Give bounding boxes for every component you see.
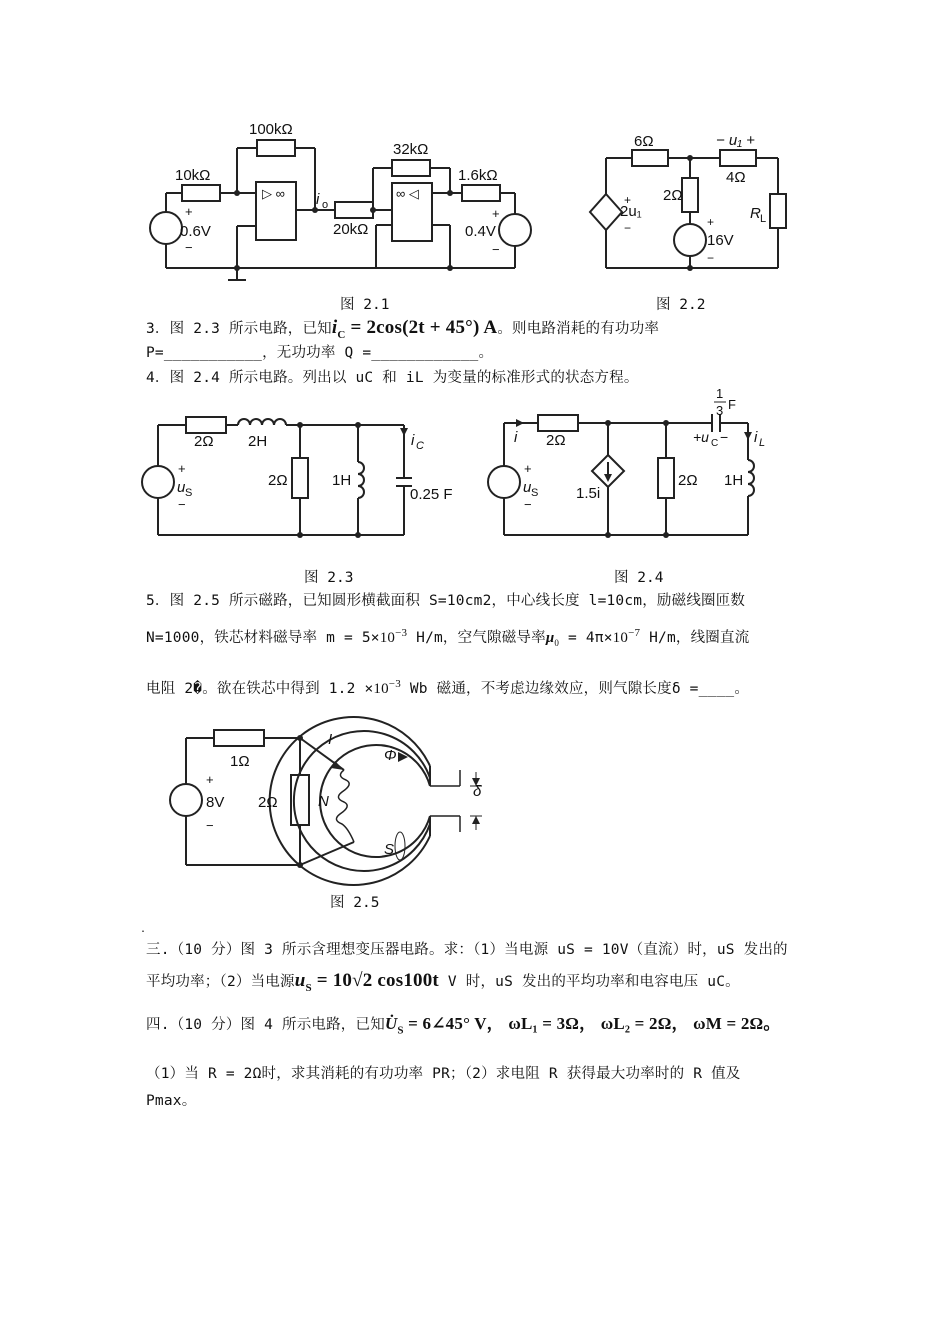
fig21-r-in: 10kΩ (175, 167, 211, 184)
question-4: 4．图 2.4 所示电路。列出以 uC 和 iL 为变量的标准形式的状态方程。 (146, 370, 639, 386)
svg-text:−: − (624, 221, 632, 235)
svg-text:S: S (185, 487, 193, 499)
svg-text:+: + (524, 461, 532, 476)
svg-text:C: C (416, 440, 424, 452)
fig22-v-src: 16V (707, 232, 734, 249)
question-5-line1: 5．图 2.5 所示磁路，已知圆形横截面积 S=10cm2，中心线长度 l=10cm，励磁线圈匝数 (146, 593, 746, 609)
svg-text:−: − (720, 429, 729, 445)
caption-fig-2-5: 图 2.5 (330, 895, 380, 911)
fig23-l1: 2H (248, 433, 268, 450)
svg-text:L: L (760, 213, 767, 225)
fig21-r-fb2: 32kΩ (393, 141, 429, 158)
svg-text:+: + (492, 206, 500, 221)
caption-fig-2-3: 图 2.3 (304, 570, 354, 586)
fig24-uc: +u (693, 429, 709, 445)
svg-text:−: − (178, 497, 186, 512)
section-3-line2: 平均功率；（2）当电源$u_S = 10√2$ cos100t V 时，uS 发出的平均功率和电容电压 uC。 (146, 970, 740, 994)
fig25-r2: 2Ω (258, 794, 278, 811)
svg-text:−: − (707, 251, 715, 265)
fig25-r1: 1Ω (230, 753, 250, 770)
svg-text:+: + (178, 461, 186, 476)
fig22-r1: 6Ω (634, 133, 654, 150)
svg-text:+: + (185, 204, 193, 219)
fig21-v-out: 0.4V (465, 223, 496, 240)
fig24-c-unit: F (728, 397, 736, 412)
section-4-line1: 四.（10 分）图 4 所示电路，已知$U̇_S$ = 6∠45° V， ωL₁ = 3Ω， ωL₂ = 2Ω， ωM = 2Ω。 (146, 1014, 781, 1037)
question-5-line2: N=1000，铁芯材料磁导率 $m = 5\times 10^{-3}$ H/m，空气隙磁导率$\mu_0 = 4\pi\times 10^{-7}$ H/m，线圈直流 (146, 627, 750, 648)
fig22-r2: 2Ω (663, 187, 683, 204)
fig21-v-in: 0.6V (180, 223, 211, 240)
fig21-opamp1: ▷ ∞ (262, 186, 285, 201)
fig24-r1: 2Ω (546, 432, 566, 449)
fig23-c: 0.25 F (410, 486, 453, 503)
fig24-l: 1H (724, 472, 744, 489)
fig23-r1: 2Ω (194, 433, 214, 450)
caption-fig-2-1: 图 2.1 (340, 297, 390, 313)
question-5-line3: 电阻 2�。欲在铁芯中得到 $1.2 \times 10^{-3}$ Wb 磁通，不考虑边缘效应，则气隙长度δ =____。 (146, 678, 750, 697)
fig23-ic: i (411, 432, 415, 449)
caption-fig-2-2: 图 2.2 (656, 297, 706, 313)
fig25-area: S (384, 841, 395, 858)
svg-text:−: − (492, 242, 500, 257)
svg-text:+: + (707, 215, 715, 229)
fig22-r3: 4Ω (726, 169, 746, 186)
svg-text:L: L (759, 437, 766, 449)
section-4-line3: Pmax。 (146, 1093, 197, 1109)
fig22-rl: R (750, 205, 761, 222)
svg-text:+: + (624, 193, 632, 207)
fig24-c-num: 1 (716, 386, 724, 401)
question-3: 3．图 2.3 所示电路，已知$i_C = 2\cos(2t + 45^\circ)$ A。则电路消耗的有功功率 (146, 317, 660, 341)
fig24-il: i (754, 429, 758, 446)
fig24-i: i (514, 429, 518, 446)
fig21-current: i (316, 191, 320, 208)
question-3-line2: P=___________，无功功率 Q =____________。 (146, 345, 494, 361)
fig25-gap: δ (473, 783, 482, 800)
fig22-dep-src: 2u₁ (620, 203, 642, 220)
fig21-r-out: 1.6kΩ (458, 167, 498, 184)
svg-text:+: + (206, 772, 214, 787)
svg-text:S: S (531, 487, 539, 499)
fig21-opamp2: ∞ ◁ (396, 186, 419, 201)
svg-text:o: o (322, 199, 329, 211)
fig22-u1: − u₁ + (716, 132, 755, 149)
fig23-src: u (177, 479, 186, 496)
section-3-line1: 三.（10 分）图 3 所示含理想变压器电路。求：（1）当电源 uS = 10V（直流）时，uS 发出的 (146, 942, 788, 958)
svg-text:−: − (524, 497, 532, 512)
fig24-src: u (523, 479, 532, 496)
fig24-c-den: 3 (716, 403, 724, 418)
fig25-current: I (328, 731, 333, 748)
svg-text:C: C (711, 438, 719, 449)
stray-dot: . (140, 924, 147, 935)
fig24-dep: 1.5i (576, 485, 601, 502)
svg-text:−: − (185, 240, 193, 255)
section-4-line2: （1）当 R = 2Ω时，求其消耗的有功功率 PR；（2）求电阻 R 获得最大功率时的 R 值及 (146, 1066, 741, 1082)
fig25-coil: N (318, 793, 329, 810)
svg-text:−: − (206, 818, 214, 833)
fig25-flux: Φ (384, 747, 397, 764)
fig24-r2: 2Ω (678, 472, 698, 489)
fig21-r-mid: 20kΩ (333, 221, 369, 238)
fig23-r2: 2Ω (268, 472, 288, 489)
fig25-src: 8V (206, 794, 225, 811)
fig23-l2: 1H (332, 472, 352, 489)
caption-fig-2-4: 图 2.4 (614, 570, 664, 586)
fig21-r-feedback: 100kΩ (249, 121, 293, 138)
